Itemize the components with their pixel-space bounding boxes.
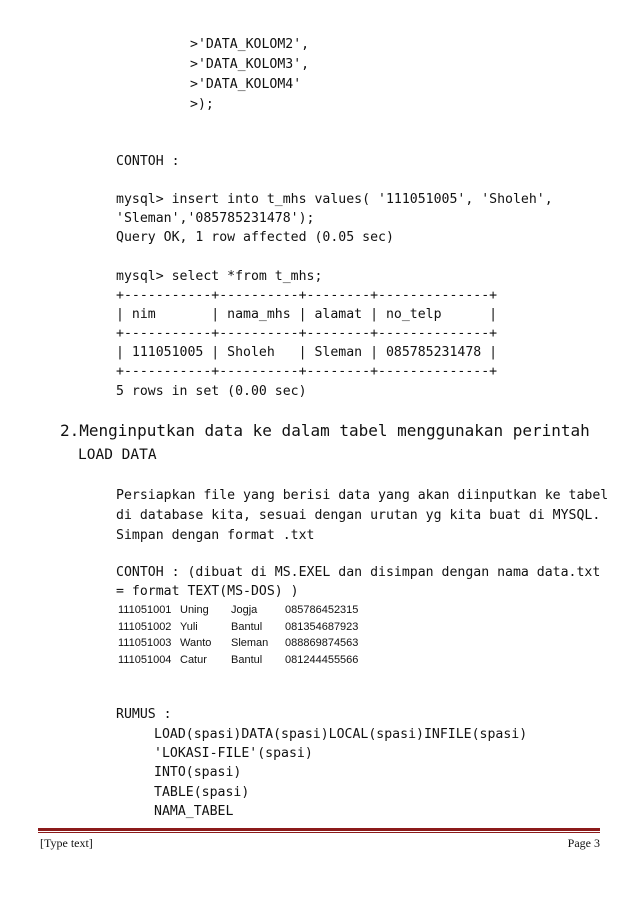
table-header-row: | nim | nama_mhs | alamat | no_telp | bbox=[116, 307, 498, 322]
rumus-line: 'LOKASI-FILE'(spasi) bbox=[154, 746, 313, 761]
table-row bbox=[118, 619, 365, 636]
cell-name: Yuli bbox=[180, 620, 198, 633]
code-line: >'DATA_KOLOM4' bbox=[190, 77, 302, 92]
section-heading-cont: LOAD DATA bbox=[78, 447, 157, 463]
cell-city: Bantul bbox=[231, 653, 263, 666]
select-line: mysql> select *from t_mhs; bbox=[116, 269, 323, 284]
cell-name: Catur bbox=[180, 653, 207, 666]
table-border: +-----------+----------+--------+--------------+ bbox=[116, 288, 498, 303]
cell-phone: 085786452315 bbox=[285, 604, 359, 616]
table-border: +-----------+----------+--------+--------------+ bbox=[116, 326, 498, 341]
cell-city: Bantul bbox=[231, 620, 263, 633]
contoh-line: CONTOH : (dibuat di MS.EXEL dan disimpan dengan nama data.txt bbox=[116, 565, 601, 580]
rumus-line: LOAD(spasi)DATA(spasi)LOCAL(spasi)INFILE(spasi) bbox=[154, 727, 528, 742]
rumus-line: NAMA_TABEL bbox=[154, 804, 234, 819]
cell-name: Wanto bbox=[180, 637, 212, 649]
contoh-line: = format TEXT(MS-DOS) ) bbox=[116, 584, 299, 599]
cell-phone: 088869874563 bbox=[285, 637, 359, 649]
cell-nim: 111051002 bbox=[118, 620, 172, 633]
paragraph-line: di database kita, sesuai dengan urutan yg kita buat di MYSQL. bbox=[116, 508, 601, 523]
cell-nim: 111051004 bbox=[118, 653, 172, 666]
cell-nim: 111051003 bbox=[118, 637, 172, 649]
paragraph-line: Persiapkan file yang berisi data yang akan diinputkan ke tabel bbox=[116, 488, 609, 503]
table-row bbox=[118, 602, 365, 619]
cell-city: Sleman bbox=[231, 637, 269, 649]
insert-line: 'Sleman','085785231478'); bbox=[116, 211, 315, 226]
footer-divider bbox=[38, 828, 600, 831]
cell-name: Uning bbox=[180, 604, 209, 616]
cell-nim: 111051001 bbox=[118, 604, 172, 616]
rumus-line: TABLE(spasi) bbox=[154, 785, 250, 800]
code-line: >'DATA_KOLOM3', bbox=[190, 57, 310, 72]
paragraph-line: Simpan dengan format .txt bbox=[116, 528, 315, 543]
footer-left-text: [Type text] bbox=[40, 836, 93, 850]
insert-line: mysql> insert into t_mhs values( '111051005', 'Sholeh', bbox=[116, 192, 553, 207]
rumus-line: INTO(spasi) bbox=[154, 765, 242, 780]
table-row: | 111051005 | Sholeh | Sleman | 085785231478 | bbox=[116, 345, 498, 360]
rows-in-set-line: 5 rows in set (0.00 sec) bbox=[116, 384, 307, 399]
query-result-line: Query OK, 1 row affected (0.05 sec) bbox=[116, 230, 394, 245]
rumus-label: RUMUS : bbox=[116, 707, 172, 722]
data-table bbox=[118, 602, 365, 668]
section-heading: 2.Menginputkan data ke dalam tabel menggunakan perintah bbox=[60, 421, 590, 440]
contoh-label: CONTOH : bbox=[116, 154, 180, 169]
cell-city: Jogja bbox=[231, 604, 258, 616]
cell-phone: 081244455566 bbox=[285, 653, 359, 666]
table-row bbox=[118, 652, 365, 669]
table-row bbox=[118, 635, 365, 652]
code-line: >'DATA_KOLOM2', bbox=[190, 37, 310, 52]
code-line: >); bbox=[190, 97, 214, 112]
page-number: Page 3 bbox=[567, 836, 600, 850]
table-border: +-----------+----------+--------+--------------+ bbox=[116, 364, 498, 379]
footer-divider-thin bbox=[38, 832, 600, 833]
cell-phone: 081354687923 bbox=[285, 620, 359, 633]
